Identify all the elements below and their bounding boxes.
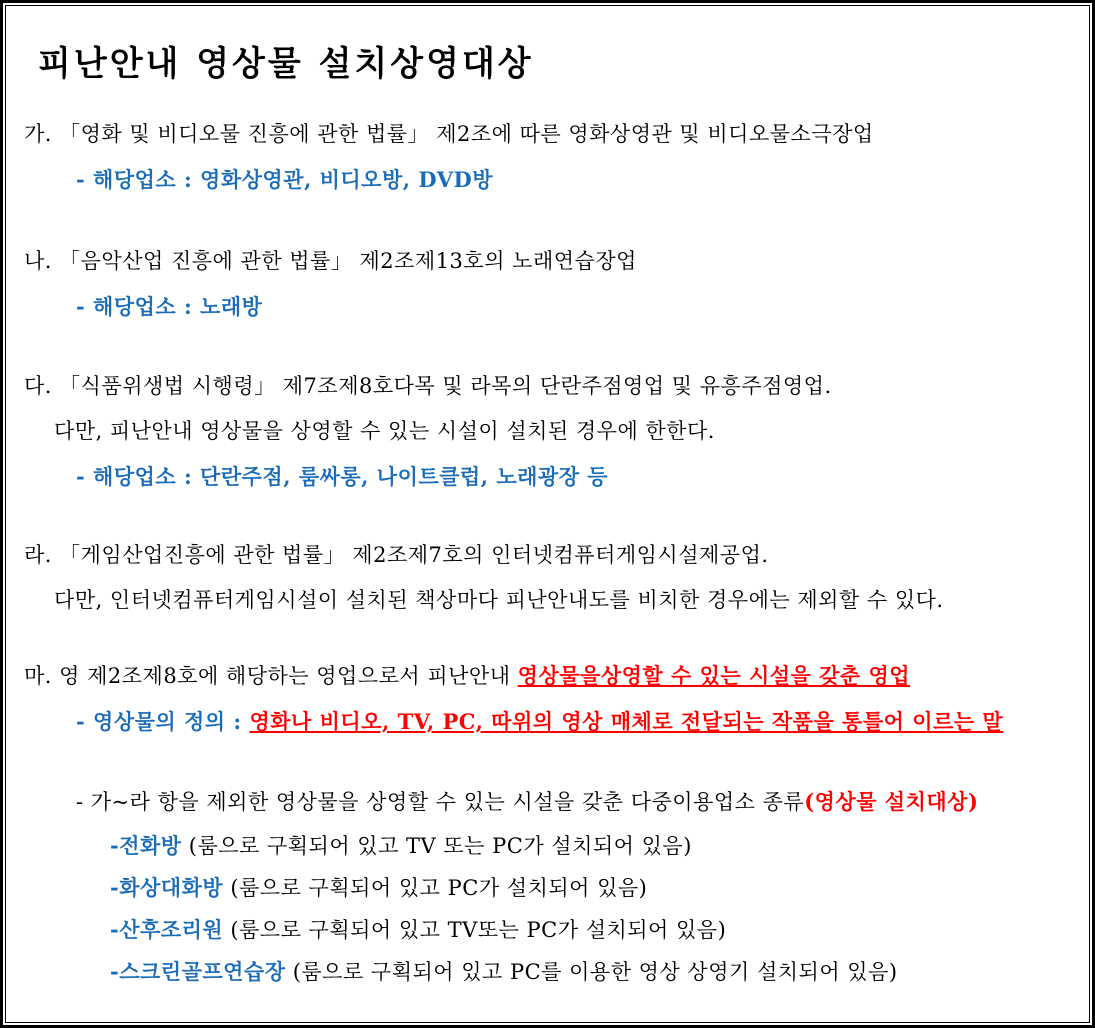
venue-list-header-line — [24, 779, 1075, 825]
section-na-business-text: - 해당업소 : 노래방 — [76, 294, 263, 319]
venue-list-header-text: - 가~라 항을 제외한 영상물을 상영할 수 있는 시설을 갖춘 다중이용업소 종류 — [76, 790, 805, 814]
venue-item-video-chat-room-desc: (룸으로 구획되어 있고 PC가 설치되어 있음) — [223, 876, 648, 900]
section-ra-condition-text: 다만, 인터넷컴퓨터게임시설이 설치된 책상마다 피난안내도를 비치한 경우에는 제외할 수 있다. — [54, 588, 944, 612]
section-da — [24, 364, 1075, 500]
venue-item-phone-room — [24, 825, 1075, 867]
document-border-inner — [5, 5, 1090, 1023]
section-da-law-text: 다. 「식품위생법 시행령」 제7조제8호다목 및 라목의 단란주점영업 및 유흥주점영업. — [24, 374, 832, 398]
section-ma-law-text: 마. 영 제2조제8호에 해당하는 영업으로서 피난안내 — [24, 664, 518, 688]
venue-item-screen-golf-desc: (룸으로 구획되어 있고 PC를 이용한 영상 상영기 설치되어 있음) — [285, 960, 898, 984]
section-ra-law-line — [24, 533, 1075, 578]
venue-item-screen-golf — [24, 951, 1075, 993]
section-ma-definition-line — [24, 699, 1075, 745]
section-da-business-line — [24, 454, 1075, 500]
section-da-law-line — [24, 364, 1075, 409]
section-ma — [24, 653, 1075, 745]
section-venue-list — [24, 779, 1075, 993]
venue-item-video-chat-room — [24, 867, 1075, 909]
section-ga-business-line — [24, 157, 1075, 203]
section-da-business-text: - 해당업소 : 단란주점, 룸싸롱, 나이트클럽, 노래광장 등 — [76, 464, 609, 489]
section-ra — [24, 533, 1075, 623]
section-ga-law-text: 가. 「영화 및 비디오물 진흥에 관한 법률」 제2조에 따른 영화상영관 및 비디오물소극장업 — [24, 122, 874, 146]
venue-item-video-chat-room-name: -화상대화방 — [110, 875, 224, 900]
venue-list-header-highlight: (영상물 설치대상) — [804, 789, 979, 814]
section-ga-law-line — [24, 112, 1075, 157]
venue-item-phone-room-desc: (룸으로 구획되어 있고 TV 또는 PC가 설치되어 있음) — [181, 834, 692, 858]
section-ra-condition-line — [24, 578, 1075, 623]
definition-label-text: - 영상물의 정의 : — [76, 709, 250, 734]
venue-item-phone-room-name: -전화방 — [110, 833, 182, 858]
section-na-business-line — [24, 284, 1075, 330]
section-na-law-text: 나. 「음악산업 진흥에 관한 법률」 제2조제13호의 노래연습장업 — [24, 249, 637, 273]
section-ga-business-text: - 해당업소 : 영화상영관, 비디오방, DVD방 — [76, 167, 493, 192]
section-ma-highlight-text: 영상물을상영할 수 있는 시설을 갖춘 영업 — [517, 663, 911, 688]
section-ma-law-line — [24, 653, 1075, 699]
section-na — [24, 239, 1075, 330]
section-da-condition-text: 다만, 피난안내 영상물을 상영할 수 있는 시설이 설치된 경우에 한한다. — [54, 419, 715, 443]
venue-item-postpartum-center-name: -산후조리원 — [110, 917, 224, 942]
section-da-condition-line — [24, 409, 1075, 454]
definition-value-text: 영화나 비디오, TV, PC, 따위의 영상 매체로 전달되는 작품을 통틀어 이르는 말 — [249, 709, 1004, 734]
venue-item-postpartum-center — [24, 909, 1075, 951]
venue-item-postpartum-center-desc: (룸으로 구획되어 있고 TV또는 PC가 설치되어 있음) — [223, 918, 727, 942]
page-title: 피난안내 영상물 설치상영대상 — [38, 44, 534, 84]
section-ra-law-text: 라. 「게임산업진흥에 관한 법률」 제2조제7호의 인터넷컴퓨터게임시설제공업. — [24, 543, 769, 567]
venue-item-screen-golf-name: -스크린골프연습장 — [110, 959, 286, 984]
section-ga — [24, 112, 1075, 203]
section-na-law-line — [24, 239, 1075, 284]
